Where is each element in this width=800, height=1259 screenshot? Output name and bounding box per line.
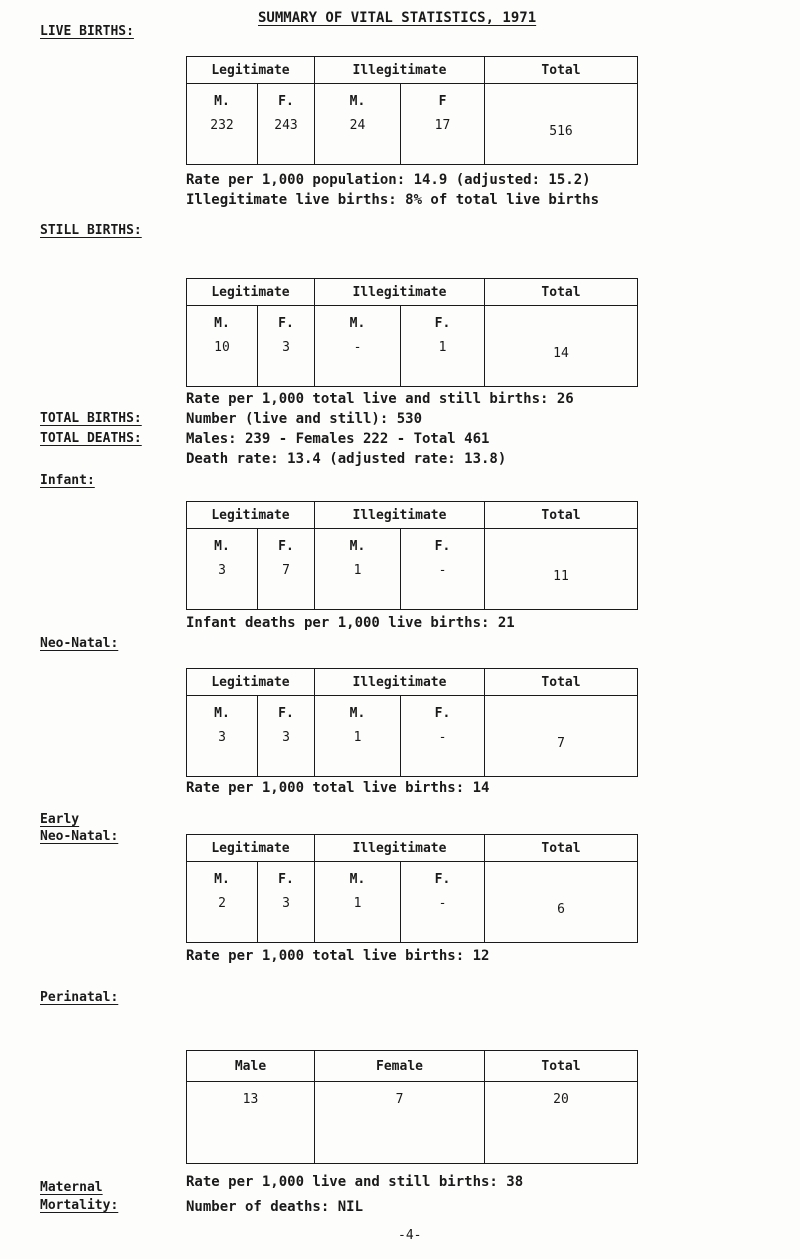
header-total: Total [541, 62, 581, 78]
header-legitimate: Legitimate [187, 669, 315, 695]
header-male: M. [349, 539, 366, 554]
note-line: Rate per 1,000 total live births: 12 [186, 948, 490, 964]
header-legitimate: Legitimate [187, 502, 315, 528]
header-male: M. [214, 539, 230, 554]
header-total: Total [541, 1058, 581, 1074]
cell-male-legitimate: 10 [214, 340, 230, 355]
page-number: -4- [398, 1228, 422, 1243]
cell-female-legitimate: 3 [282, 340, 290, 355]
note-line: Rate per 1,000 population: 14.9 (adjusted: 15.2) [186, 172, 591, 188]
cell-male-illegitimate: 1 [353, 730, 362, 745]
header-total: Total [541, 840, 581, 856]
cell-female-illegitimate: 17 [434, 118, 451, 133]
cell-female-legitimate: 3 [282, 896, 290, 911]
cell-total: 6 [557, 902, 565, 917]
header-male: M. [349, 872, 366, 887]
header-male: M. [214, 706, 230, 721]
header-female: F. [278, 94, 294, 109]
perinatal-table [186, 1050, 638, 1164]
cell-female-legitimate: 243 [274, 118, 298, 133]
header-male: M. [214, 872, 230, 887]
cell-female: 7 [315, 1082, 485, 1164]
header-male: M. [349, 706, 366, 721]
header-female: F. [278, 872, 294, 887]
cell-female-illegitimate: - [438, 896, 447, 911]
cell-total: 14 [553, 346, 569, 361]
header-illegitimate: Illegitimate [315, 279, 485, 305]
infant-table [186, 501, 638, 610]
section-label-maternal: Maternal [40, 1180, 103, 1195]
header-illegitimate: Illegitimate [315, 57, 485, 83]
section-label-early-neo-natal: Neo-Natal: [40, 829, 119, 844]
cell-male-illegitimate: 1 [353, 896, 362, 911]
header-total: Total [541, 507, 581, 523]
cell-female-legitimate: 3 [282, 730, 290, 745]
cell-female-illegitimate: - [438, 730, 447, 745]
cell-total: 7 [557, 736, 565, 751]
note-line: Rate per 1,000 total live and still births: 26 [186, 391, 574, 407]
header-female: F. [434, 539, 451, 554]
cell-male-legitimate: 3 [218, 730, 226, 745]
cell-female-illegitimate: 1 [438, 340, 447, 355]
cell-male-illegitimate: - [353, 340, 362, 355]
still-births-table [186, 278, 638, 387]
cell-male-illegitimate: 1 [353, 563, 362, 578]
note-line: Rate per 1,000 total live births: 14 [186, 780, 490, 796]
header-illegitimate: Illegitimate [315, 835, 485, 861]
section-label-perinatal: Perinatal: [40, 990, 119, 1005]
note-line: Illegitimate live births: 8% of total live births [186, 192, 600, 208]
cell-male-legitimate: 232 [210, 118, 234, 133]
note-line: Death rate: 13.4 (adjusted rate: 13.8) [186, 451, 507, 467]
header-female: F. [434, 316, 451, 331]
header-total: Total [541, 674, 581, 690]
cell-male-legitimate: 2 [218, 896, 226, 911]
header-illegitimate: Illegitimate [315, 502, 485, 528]
header-female: F. [278, 316, 294, 331]
section-label-total-births: TOTAL BIRTHS: [40, 411, 142, 426]
cell-female-legitimate: 7 [282, 563, 290, 578]
header-total: Total [541, 284, 581, 300]
header-male: M. [214, 94, 230, 109]
section-label-neo-natal: Neo-Natal: [40, 636, 119, 651]
cell-male: 13 [187, 1082, 315, 1164]
header-female: F. [278, 539, 294, 554]
section-label-still-births: STILL BIRTHS: [40, 223, 142, 238]
cell-total: 20 [553, 1092, 569, 1107]
section-label-total-deaths: TOTAL DEATHS: [40, 431, 142, 446]
header-legitimate: Legitimate [187, 57, 315, 83]
header-male: Male [187, 1051, 315, 1081]
section-label-live-births: LIVE BIRTHS: [40, 24, 134, 39]
early-neo-natal-table [186, 834, 638, 943]
section-label-infant: Infant: [40, 473, 95, 488]
header-female: F. [434, 872, 451, 887]
header-female: Female [315, 1051, 485, 1081]
cell-total: 516 [549, 124, 573, 139]
header-illegitimate: Illegitimate [315, 669, 485, 695]
section-label-early: Early [40, 812, 80, 827]
neo-natal-table [186, 668, 638, 777]
header-male: M. [349, 94, 366, 109]
live-births-table [186, 56, 638, 165]
page-title: SUMMARY OF VITAL STATISTICS, 1971 [258, 10, 537, 26]
cell-male-illegitimate: 24 [349, 118, 366, 133]
header-legitimate: Legitimate [187, 835, 315, 861]
note-line: Rate per 1,000 live and still births: 38 [186, 1174, 524, 1190]
section-label-maternal-mortality: Mortality: [40, 1198, 119, 1213]
cell-total: 11 [553, 569, 569, 584]
cell-male-legitimate: 3 [218, 563, 226, 578]
note-line: Number of deaths: NIL [186, 1199, 364, 1215]
note-line: Males: 239 - Females 222 - Total 461 [186, 431, 490, 447]
header-legitimate: Legitimate [187, 279, 315, 305]
header-male: M. [349, 316, 366, 331]
header-male: M. [214, 316, 230, 331]
header-female: F. [278, 706, 294, 721]
header-female: F [438, 94, 447, 109]
note-line: Number (live and still): 530 [186, 411, 423, 427]
cell-female-illegitimate: - [438, 563, 447, 578]
note-line: Infant deaths per 1,000 live births: 21 [186, 615, 515, 631]
header-female: F. [434, 706, 451, 721]
